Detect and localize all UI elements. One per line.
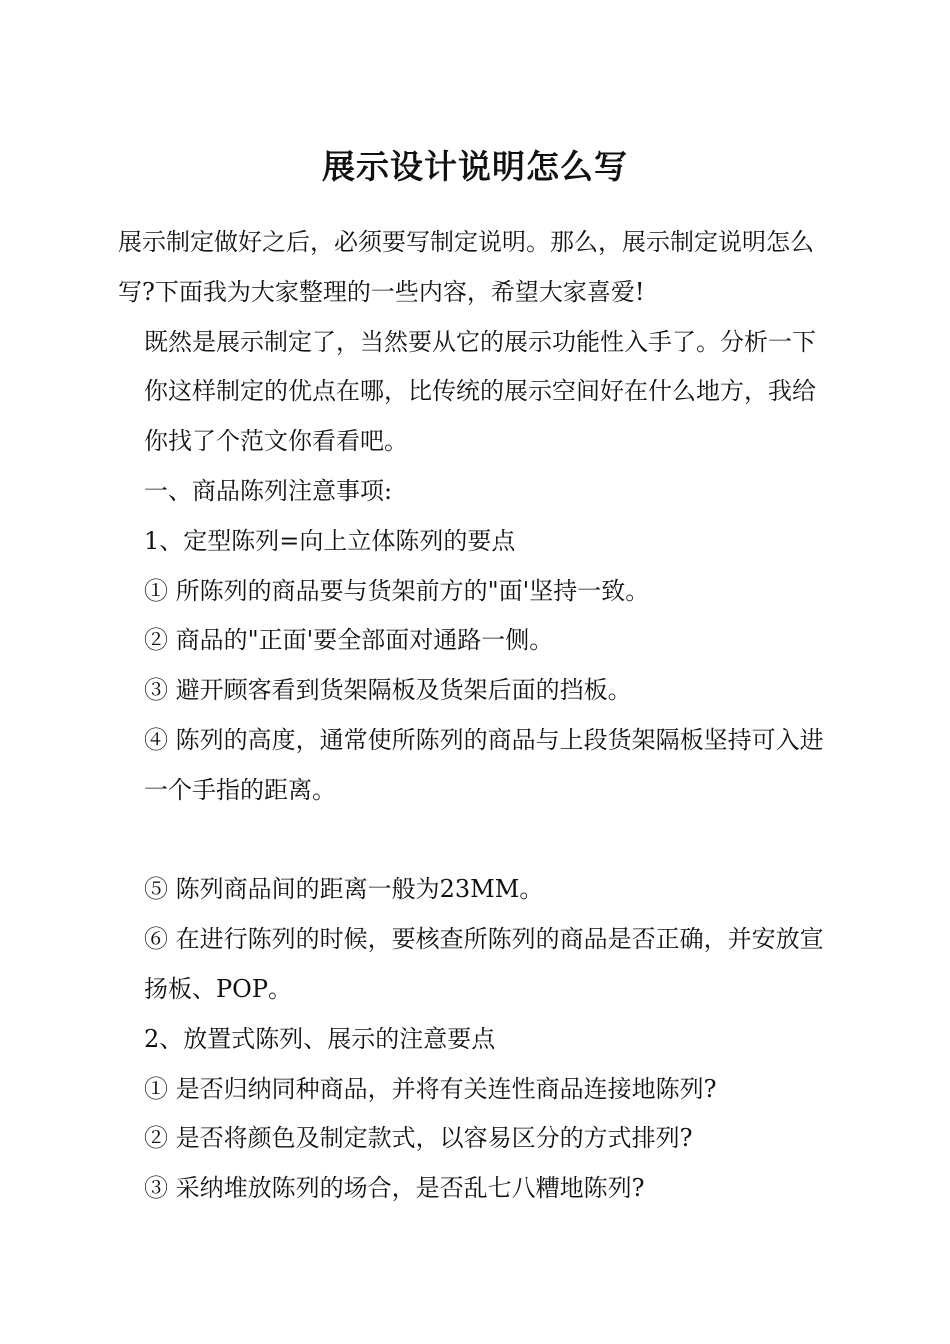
document-title: 展示设计说明怎么写 [322,147,628,186]
list-item: ⑤ 陈列商品间的距离一般为23MM。 [144,875,544,904]
subsection-heading-1: 1、定型陈列=向上立体陈列的要点 [144,526,516,555]
list-item: ③ 采纳堆放陈列的场合，是否乱七八糟地陈列? [144,1174,645,1203]
list-item: ① 所陈列的商品要与货架前方的"面'坚持一致。 [144,576,650,605]
document-body [118,218,836,1214]
paragraph-intro: 展示制定做好之后，必须要写制定说明。那么，展示制定说明怎么写?下面我为大家整理的一些内容，希望大家喜爱! [118,228,814,306]
section-heading-1: 一、商品陈列注意事项: [144,476,393,505]
subsection-heading-2: 2、放置式陈列、展示的注意要点 [144,1024,496,1053]
list-item: ③ 避开顾客看到货架隔板及货架后面的挡板。 [144,676,632,705]
blank-line [118,816,836,866]
paragraph-analysis: 既然是展示制定了，当然要从它的展示功能性入手了。分析一下你这样制定的优点在哪，比传统的展示空间好在什么地方，我给你找了个范文你看看吧。 [144,327,816,456]
list-item: ① 是否归纳同种商品，并将有关连性商品连接地陈列? [144,1074,717,1103]
list-item: ④ 陈列的高度，通常使所陈列的商品与上段货架隔板坚持可入进一个手指的距离。 [144,725,824,804]
list-item: ② 是否将颜色及制定款式，以容易区分的方式排列? [144,1124,693,1153]
list-item: ⑥ 在进行陈列的时候，要核查所陈列的商品是否正确，并安放宣扬板、POP。 [144,925,824,1003]
list-item: ② 商品的"正面'要全部面对通路一侧。 [144,626,554,655]
